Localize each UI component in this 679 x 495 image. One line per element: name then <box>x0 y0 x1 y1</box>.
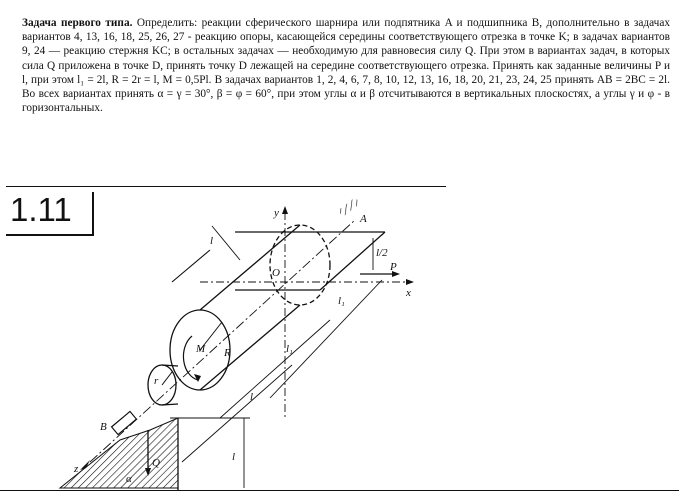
label-P: P <box>390 261 397 273</box>
label-l1-mid: l₁ <box>286 343 293 355</box>
label-l-mid: l <box>250 391 254 403</box>
task-type-heading: Задача первого типа. <box>22 17 133 29</box>
mechanics-figure <box>0 180 679 495</box>
moment-M-arrowhead-icon <box>194 374 201 382</box>
label-Q: Q <box>152 457 160 469</box>
label-alpha: α <box>126 473 132 485</box>
large-cylinder-end <box>270 225 330 305</box>
plate-edge-left <box>172 250 210 282</box>
label-y: y <box>274 207 279 219</box>
label-B: B <box>100 421 107 433</box>
label-M: M <box>196 343 206 355</box>
y-axis-arrow-icon <box>282 206 288 214</box>
label-l-bottom: l <box>232 451 236 463</box>
label-r: r <box>154 375 159 387</box>
problem-statement <box>22 16 670 115</box>
dimension-l1-mid <box>220 320 330 418</box>
label-O: O <box>272 267 280 279</box>
label-z: z <box>74 463 79 475</box>
label-l-half: l/2 <box>376 247 388 259</box>
label-l1-right: l₁ <box>338 295 345 307</box>
dimension-l-top <box>212 226 240 260</box>
radius-r-line <box>162 372 172 385</box>
x-axis-arrow-icon <box>406 279 414 285</box>
label-x: x <box>406 287 411 299</box>
bottom-rule <box>0 490 679 491</box>
label-l-top: l <box>210 235 214 247</box>
support-A-hatch <box>338 197 360 217</box>
dimension-l1-right <box>270 280 382 398</box>
figure-number: 1.11 <box>10 191 72 228</box>
label-R: R <box>224 347 231 359</box>
task-description: Определить: реакции сферического шарнира или подпятника A и подшипника B, дополнительно в задачах вариантов 4, 13, 16, 18, 25, 26, 27 - реакцию опоры, касающейся середины соответствующего отрезка в точке K; в задачах вариантов 9, 24 — реакцию стержня KC; в остальных задачах — необходимую для равновесия силу Q. При этом в вариантах задач, в которых сила Q приложена в точке D, принять точку D лежащей на середине соответствующего отрезка. Принять как заданные величины P и l, при этом l₁ = 2l, R = 2r = l, M = 0,5Pl. В задачах вариантов 1, 2, 4, 6, 7, 8, 10, 12, 13, 16, 18, 20, 21, 23, 24, 25 принять AB = 2BC = 2l. Во всех вариантах принять α = γ = 30°, β = φ = 60°, при этом углы α и β отсчитываются в вертикальных плоскостях, а углы γ и φ - в горизонтальных. <box>22 17 670 115</box>
label-A: A <box>360 213 367 225</box>
problem-paragraph <box>22 16 670 115</box>
